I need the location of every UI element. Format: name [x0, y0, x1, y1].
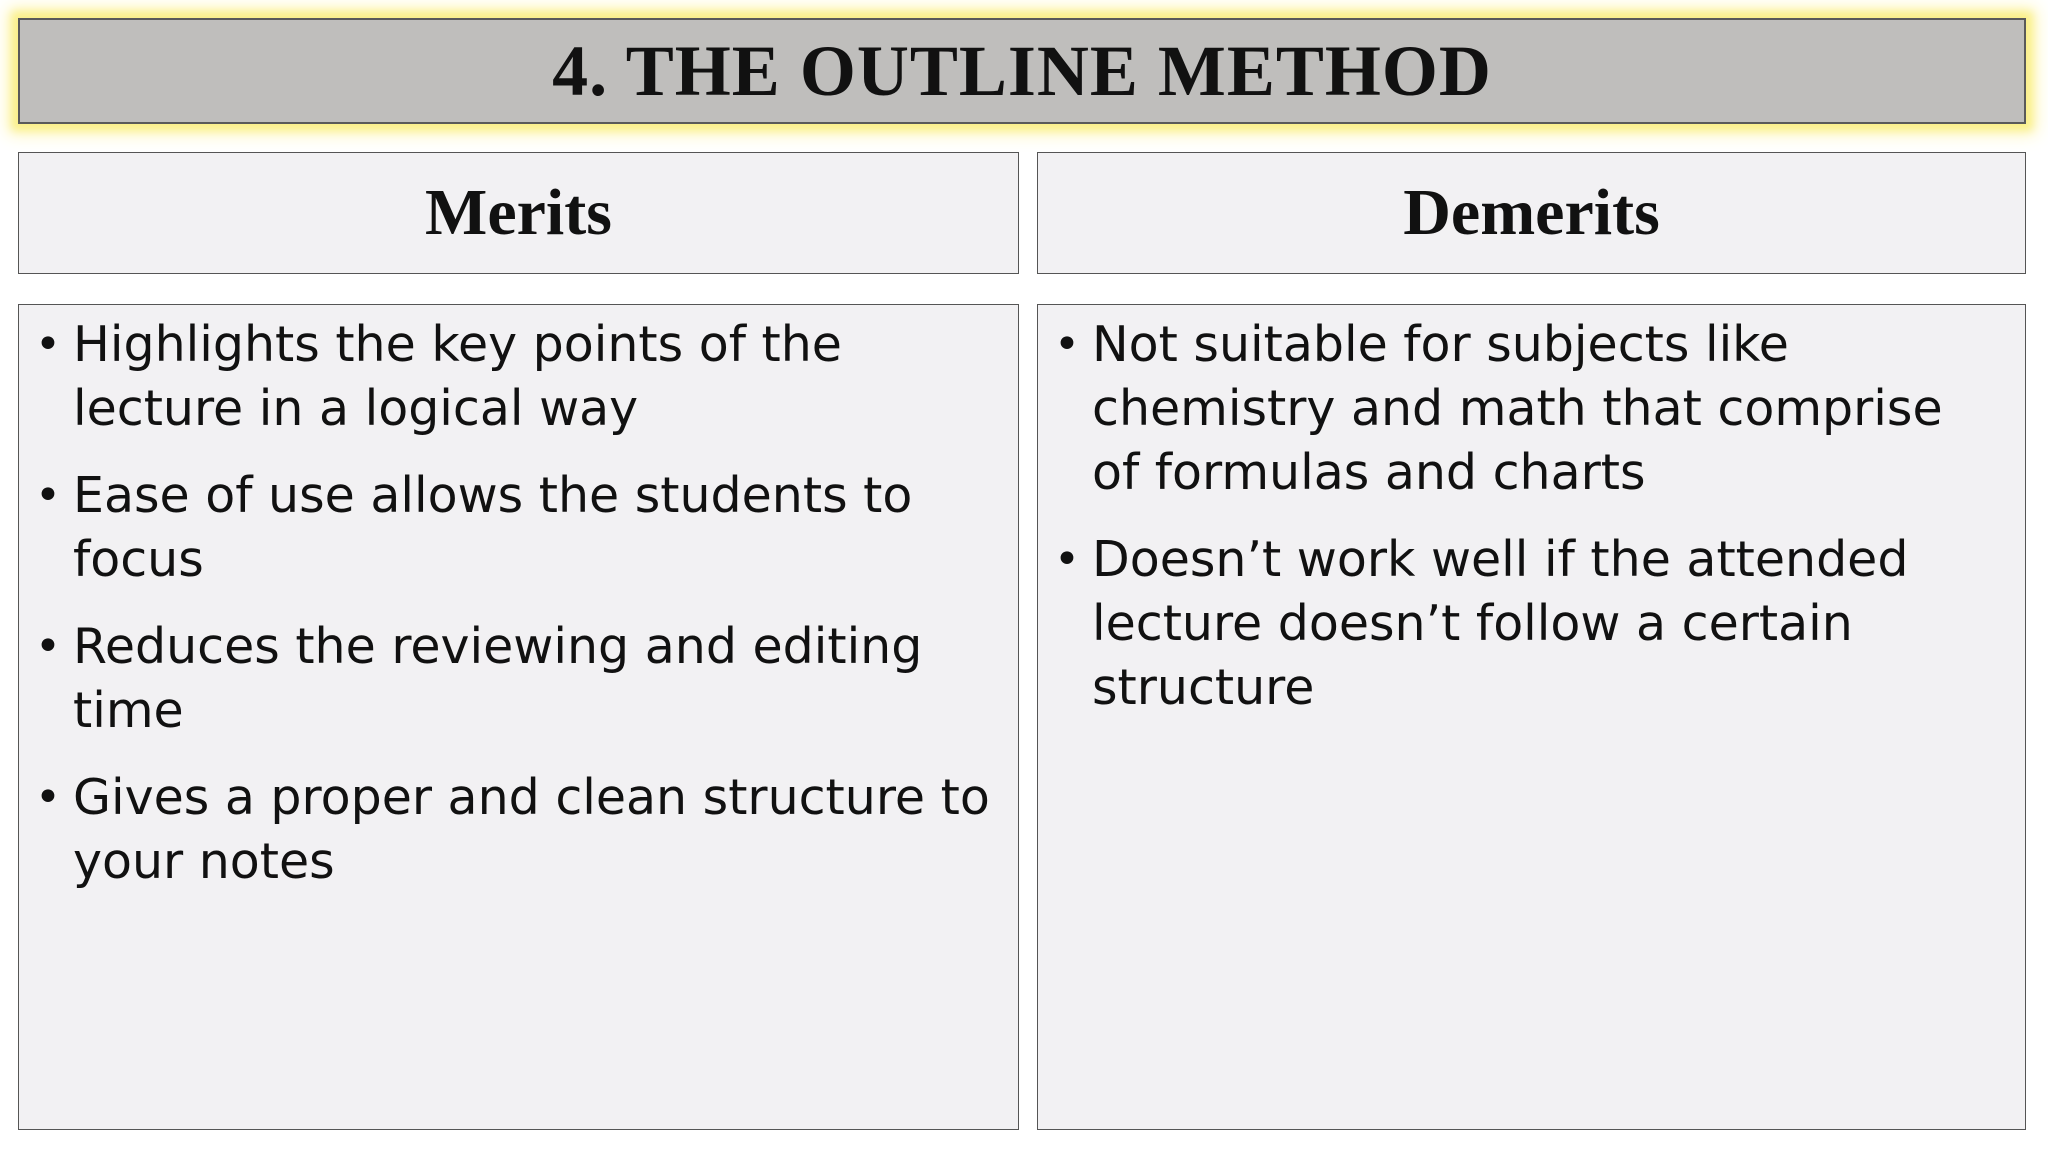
demerit-item-text: Doesn’t work well if the attended lecture doesn’t follow a certain structure	[1092, 531, 1909, 716]
merits-header-box	[18, 152, 1019, 274]
merit-item-text: Ease of use allows the students to focus	[73, 467, 913, 588]
bullet-icon: •	[1054, 534, 1080, 585]
merits-header: Merits	[425, 176, 612, 249]
merit-item	[33, 313, 998, 441]
merit-item-text: Gives a proper and clean structure to your notes	[73, 769, 990, 890]
bullet-icon: •	[35, 772, 61, 823]
bullet-icon: •	[1054, 319, 1080, 370]
merit-item-text: Reduces the reviewing and editing time	[73, 618, 923, 739]
demerits-list	[1052, 313, 2005, 720]
demerits-header-box	[1037, 152, 2026, 274]
merit-item	[33, 464, 998, 592]
merit-item-text: Highlights the key points of the lecture in a logical way	[73, 316, 842, 437]
demerits-panel	[1037, 304, 2026, 1130]
merits-list	[33, 313, 998, 894]
merit-item	[33, 615, 998, 743]
demerit-item-text: Not suitable for subjects like chemistry and math that comprise of formulas and charts	[1092, 316, 1943, 501]
demerits-header: Demerits	[1403, 176, 1660, 249]
merits-panel	[18, 304, 1019, 1130]
merit-item	[33, 766, 998, 894]
bullet-icon: •	[35, 621, 61, 672]
slide-title: 4. THE OUTLINE METHOD	[552, 30, 1492, 111]
bullet-icon: •	[35, 470, 61, 521]
slide-title-banner	[18, 18, 2026, 124]
demerit-item	[1052, 313, 2005, 505]
demerit-item	[1052, 528, 2005, 720]
bullet-icon: •	[35, 319, 61, 370]
